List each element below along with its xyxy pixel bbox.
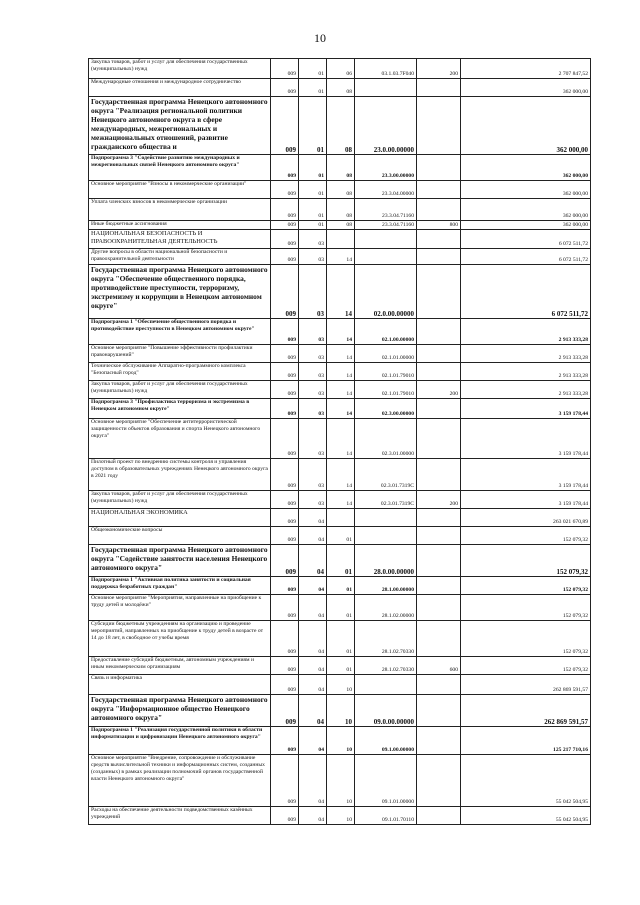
row-target-article: 23.3.04.71160 — [355, 199, 417, 221]
row-name: Связь и информатика — [89, 675, 271, 695]
row-target-article: 02.0.00.00000 — [355, 265, 417, 319]
row-amount: 3 159 178,44 — [461, 419, 591, 459]
budget-table — [88, 58, 591, 825]
row-amount: 6 072 511,72 — [461, 265, 591, 319]
row-amount: 6 072 511,72 — [461, 230, 591, 249]
row-amount: 3 159 178,44 — [461, 399, 591, 419]
table-row — [89, 399, 591, 419]
row-expense-type — [417, 755, 461, 807]
row-target-article: 23.0.00.00000 — [355, 97, 417, 155]
row-target-article: 02.3.01.7319C — [355, 491, 417, 509]
row-expense-type — [417, 230, 461, 249]
table-row — [89, 59, 591, 79]
row-subsection-code: 08 — [327, 155, 355, 181]
row-expense-type — [417, 727, 461, 755]
table-row — [89, 459, 591, 491]
row-amount: 125 217 710,16 — [461, 727, 591, 755]
row-expense-type — [417, 97, 461, 155]
row-section-code: 01 — [299, 181, 327, 199]
row-grbs-code: 009 — [271, 695, 299, 727]
row-subsection-code: 14 — [327, 399, 355, 419]
row-target-article: 23.3.00.00000 — [355, 155, 417, 181]
row-subsection-code: 01 — [327, 595, 355, 621]
table-row — [89, 657, 591, 675]
row-amount: 3 159 178,44 — [461, 491, 591, 509]
table-row — [89, 727, 591, 755]
row-subsection-code — [327, 509, 355, 527]
row-target-article: 28.1.02.70330 — [355, 621, 417, 657]
row-subsection-code: 14 — [327, 491, 355, 509]
row-target-article — [355, 527, 417, 545]
row-subsection-code: 14 — [327, 265, 355, 319]
row-name: Основное мероприятие "Внедрение, сопровождение и обслуживание средств вычислительной техники и информационных систем, созданных (созданных) в рамках реализации полномочий органов государственной власти Ненецкого автономного округа" — [89, 755, 271, 807]
row-name: Государственная программа Ненецкого автономного округа "Содействие занятости населения Ненецкого автономного округа" — [89, 545, 271, 577]
row-grbs-code: 009 — [271, 181, 299, 199]
row-section-code: 04 — [299, 727, 327, 755]
row-section-code: 03 — [299, 363, 327, 381]
table-row — [89, 363, 591, 381]
row-amount: 262 869 591,57 — [461, 695, 591, 727]
table-row — [89, 345, 591, 363]
row-amount: 152 079,32 — [461, 657, 591, 675]
row-target-article: 28.1.02.70330 — [355, 657, 417, 675]
row-grbs-code: 009 — [271, 97, 299, 155]
row-section-code: 01 — [299, 59, 327, 79]
row-section-code: 04 — [299, 527, 327, 545]
row-target-article: 28.1.00.00000 — [355, 577, 417, 595]
row-name: Техническое обслуживание Аппаратно-программного комплекса "Безопасный город" — [89, 363, 271, 381]
row-expense-type — [417, 199, 461, 221]
row-target-article: 02.1.00.00000 — [355, 319, 417, 345]
row-grbs-code: 009 — [271, 509, 299, 527]
row-target-article — [355, 79, 417, 97]
row-target-article: 09.1.01.70110 — [355, 807, 417, 825]
row-name: НАЦИОНАЛЬНАЯ ЭКОНОМИКА — [89, 509, 271, 527]
row-name: Государственная программа Ненецкого автономного округа "Информационное общество Ненецкого автономного округа" — [89, 695, 271, 727]
row-expense-type — [417, 249, 461, 265]
row-expense-type: 200 — [417, 381, 461, 399]
row-grbs-code: 009 — [271, 577, 299, 595]
row-section-code: 03 — [299, 491, 327, 509]
row-subsection-code: 10 — [327, 727, 355, 755]
row-grbs-code: 009 — [271, 807, 299, 825]
row-subsection-code: 14 — [327, 249, 355, 265]
row-section-code: 04 — [299, 807, 327, 825]
row-amount: 6 072 511,72 — [461, 249, 591, 265]
row-amount: 3 159 178,44 — [461, 459, 591, 491]
row-expense-type — [417, 363, 461, 381]
row-amount: 362 000,00 — [461, 199, 591, 221]
row-section-code: 03 — [299, 230, 327, 249]
row-grbs-code: 009 — [271, 79, 299, 97]
row-section-code: 03 — [299, 265, 327, 319]
row-subsection-code: 10 — [327, 695, 355, 727]
row-name: Основное мероприятие "Повышение эффективности профилактики правонарушений" — [89, 345, 271, 363]
row-section-code: 01 — [299, 97, 327, 155]
row-section-code: 03 — [299, 399, 327, 419]
table-row — [89, 319, 591, 345]
row-section-code: 04 — [299, 577, 327, 595]
row-grbs-code: 009 — [271, 155, 299, 181]
table-row — [89, 79, 591, 97]
row-target-article: 02.1.01.79010 — [355, 381, 417, 399]
row-expense-type — [417, 675, 461, 695]
table-row — [89, 491, 591, 509]
row-amount: 2 707 847,52 — [461, 59, 591, 79]
row-expense-type: 200 — [417, 491, 461, 509]
row-name: Государственная программа Ненецкого автономного округа "Реализация региональной политики Ненецкого автономного округа в сфере международных, межрегиональных и межнациональных отношений, развитие гражданского общества и — [89, 97, 271, 155]
row-grbs-code: 009 — [271, 199, 299, 221]
row-section-code: 01 — [299, 199, 327, 221]
table-row — [89, 155, 591, 181]
row-name: Иные бюджетные ассигнования — [89, 221, 271, 230]
row-amount: 263 021 670,89 — [461, 509, 591, 527]
row-section-code: 04 — [299, 509, 327, 527]
row-expense-type — [417, 459, 461, 491]
row-grbs-code: 009 — [271, 459, 299, 491]
row-subsection-code: 14 — [327, 381, 355, 399]
table-row — [89, 249, 591, 265]
row-expense-type — [417, 509, 461, 527]
row-grbs-code: 009 — [271, 419, 299, 459]
table-row — [89, 755, 591, 807]
row-subsection-code: 08 — [327, 97, 355, 155]
row-subsection-code: 06 — [327, 59, 355, 79]
row-expense-type — [417, 807, 461, 825]
row-section-code: 01 — [299, 221, 327, 230]
row-name: Международные отношения и международное сотрудничество — [89, 79, 271, 97]
row-name: Другие вопросы в области национальной безопасности и правоохранительной деятельности — [89, 249, 271, 265]
row-name: Пилотный проект по внедрению системы контроля и управления доступом в образовательных учреждениях Ненецкого автономного округа в 2021 году — [89, 459, 271, 491]
row-expense-type — [417, 345, 461, 363]
row-target-article: 09.0.00.00000 — [355, 695, 417, 727]
row-target-article — [355, 675, 417, 695]
row-target-article — [355, 230, 417, 249]
row-grbs-code: 009 — [271, 381, 299, 399]
row-amount: 152 079,32 — [461, 545, 591, 577]
row-name: Уплата членских взносов в некоммерческие организации — [89, 199, 271, 221]
table-row — [89, 527, 591, 545]
row-amount: 262 869 591,57 — [461, 675, 591, 695]
row-target-article: 09.1.00.00000 — [355, 727, 417, 755]
row-target-article: 02.3.00.00000 — [355, 399, 417, 419]
row-subsection-code: 10 — [327, 755, 355, 807]
row-subsection-code: 08 — [327, 181, 355, 199]
row-grbs-code: 009 — [271, 595, 299, 621]
table-row — [89, 807, 591, 825]
row-target-article: 02.1.01.00000 — [355, 345, 417, 363]
row-name: Основное мероприятие "Обеспечение антитеррористической защищенности объектов образования и спорта Ненецкого автономного округа" — [89, 419, 271, 459]
row-grbs-code: 009 — [271, 319, 299, 345]
row-amount: 2 913 333,28 — [461, 363, 591, 381]
row-target-article: 28.1.02.00000 — [355, 595, 417, 621]
row-name: Государственная программа Ненецкого автономного округа "Обеспечение общественного порядка, противодействие преступности, терроризму, экстремизму и коррупции в Ненецком автономном округе" — [89, 265, 271, 319]
row-subsection-code: 08 — [327, 221, 355, 230]
row-name: Расходы на обеспечение деятельности подведомственных казённых учреждений — [89, 807, 271, 825]
row-section-code: 03 — [299, 459, 327, 491]
row-amount: 152 079,32 — [461, 527, 591, 545]
row-section-code: 03 — [299, 345, 327, 363]
row-subsection-code: 10 — [327, 675, 355, 695]
table-row — [89, 419, 591, 459]
row-grbs-code: 009 — [271, 345, 299, 363]
row-grbs-code: 009 — [271, 491, 299, 509]
row-grbs-code: 009 — [271, 265, 299, 319]
row-target-article: 02.3.01.7319C — [355, 459, 417, 491]
row-expense-type — [417, 79, 461, 97]
row-expense-type — [417, 621, 461, 657]
row-name: НАЦИОНАЛЬНАЯ БЕЗОПАСНОСТЬ И ПРАВООХРАНИТЕЛЬНАЯ ДЕЯТЕЛЬНОСТЬ — [89, 230, 271, 249]
row-name: Основное мероприятие "Мероприятия, направленные на приобщение к труду детей и молодёжи" — [89, 595, 271, 621]
row-grbs-code: 009 — [271, 675, 299, 695]
row-amount: 55 042 504,95 — [461, 807, 591, 825]
row-name: Подпрограмма 1 "Реализация государственной политики в области информатизации и цифровизации Ненецкого автономного округа" — [89, 727, 271, 755]
row-grbs-code: 009 — [271, 755, 299, 807]
row-expense-type: 600 — [417, 657, 461, 675]
row-subsection-code: 01 — [327, 545, 355, 577]
row-amount: 362 000,00 — [461, 97, 591, 155]
table-row — [89, 97, 591, 155]
row-amount: 2 913 333,28 — [461, 319, 591, 345]
row-subsection-code: 14 — [327, 345, 355, 363]
table-row — [89, 545, 591, 577]
row-subsection-code: 14 — [327, 419, 355, 459]
row-section-code: 04 — [299, 545, 327, 577]
row-section-code: 03 — [299, 381, 327, 399]
row-expense-type — [417, 695, 461, 727]
row-name: Основное мероприятие "Взносы в некоммерческие организации" — [89, 181, 271, 199]
row-section-code: 03 — [299, 419, 327, 459]
row-subsection-code: 10 — [327, 807, 355, 825]
table-row — [89, 595, 591, 621]
row-target-article: 28.0.00.00000 — [355, 545, 417, 577]
row-section-code: 01 — [299, 79, 327, 97]
row-name: Подпрограмма 1 "Активная политика занятости и социальная поддержка безработных граждан" — [89, 577, 271, 595]
row-expense-type — [417, 399, 461, 419]
table-row — [89, 221, 591, 230]
row-name: Закупка товаров, работ и услуг для обеспечения государственных (муниципальных) нужд — [89, 59, 271, 79]
row-expense-type: 200 — [417, 59, 461, 79]
row-subsection-code — [327, 230, 355, 249]
row-expense-type — [417, 155, 461, 181]
row-grbs-code: 009 — [271, 221, 299, 230]
row-grbs-code: 009 — [271, 230, 299, 249]
table-row — [89, 577, 591, 595]
row-section-code: 04 — [299, 657, 327, 675]
row-grbs-code: 009 — [271, 399, 299, 419]
row-name: Предоставление субсидий бюджетным, автономным учреждениям и иным некоммерческим организациям — [89, 657, 271, 675]
row-expense-type — [417, 577, 461, 595]
row-subsection-code: 14 — [327, 319, 355, 345]
row-subsection-code: 08 — [327, 79, 355, 97]
row-name: Подпрограмма 3 "Содействие развитию международных и межрегиональных связей Ненецкого автономного округа" — [89, 155, 271, 181]
row-amount: 152 079,32 — [461, 595, 591, 621]
row-section-code: 04 — [299, 755, 327, 807]
row-subsection-code: 01 — [327, 621, 355, 657]
row-grbs-code: 009 — [271, 59, 299, 79]
row-subsection-code: 14 — [327, 363, 355, 381]
row-subsection-code: 14 — [327, 459, 355, 491]
row-name: Субсидии бюджетным учреждениям на организацию и проведение мероприятий, направленных на приобщение к труду детей в возрасте от 14 до 18 лет, в свободное от учебы время — [89, 621, 271, 657]
row-target-article — [355, 509, 417, 527]
row-amount: 362 000,00 — [461, 155, 591, 181]
row-subsection-code: 01 — [327, 577, 355, 595]
row-expense-type — [417, 595, 461, 621]
table-row — [89, 509, 591, 527]
table-row — [89, 265, 591, 319]
row-section-code: 04 — [299, 675, 327, 695]
row-name: Закупка товаров, работ и услуг для обеспечения государственных (муниципальных) нужд — [89, 381, 271, 399]
row-grbs-code: 009 — [271, 363, 299, 381]
table-row — [89, 621, 591, 657]
table-row — [89, 695, 591, 727]
row-grbs-code: 009 — [271, 657, 299, 675]
row-target-article — [355, 249, 417, 265]
row-expense-type — [417, 181, 461, 199]
row-expense-type: 800 — [417, 221, 461, 230]
row-expense-type — [417, 419, 461, 459]
row-target-article: 09.1.01.00000 — [355, 755, 417, 807]
row-amount: 362 000,00 — [461, 181, 591, 199]
row-subsection-code: 01 — [327, 527, 355, 545]
row-amount: 152 079,32 — [461, 577, 591, 595]
row-grbs-code: 009 — [271, 727, 299, 755]
row-target-article: 02.1.01.79010 — [355, 363, 417, 381]
row-section-code: 01 — [299, 155, 327, 181]
row-expense-type — [417, 319, 461, 345]
table-row — [89, 181, 591, 199]
table-row — [89, 199, 591, 221]
row-expense-type — [417, 545, 461, 577]
row-subsection-code: 01 — [327, 657, 355, 675]
row-amount: 152 079,32 — [461, 621, 591, 657]
table-row — [89, 381, 591, 399]
table-row — [89, 230, 591, 249]
row-expense-type — [417, 265, 461, 319]
row-target-article: 02.3.01.00000 — [355, 419, 417, 459]
row-target-article: 03.1.03.7F040 — [355, 59, 417, 79]
row-name: Общеэкономические вопросы — [89, 527, 271, 545]
row-section-code: 04 — [299, 621, 327, 657]
row-grbs-code: 009 — [271, 249, 299, 265]
row-amount: 55 042 504,95 — [461, 755, 591, 807]
row-grbs-code: 009 — [271, 545, 299, 577]
row-name: Закупка товаров, работ и услуг для обеспечения государственных (муниципальных) нужд — [89, 491, 271, 509]
row-amount: 362 000,00 — [461, 221, 591, 230]
row-grbs-code: 009 — [271, 527, 299, 545]
row-section-code: 03 — [299, 249, 327, 265]
row-name: Подпрограмма 3 "Профилактика терроризма и экстремизма в Ненецком автономном округе" — [89, 399, 271, 419]
row-target-article: 23.3.04.71160 — [355, 221, 417, 230]
table-row — [89, 675, 591, 695]
row-subsection-code: 08 — [327, 199, 355, 221]
row-section-code: 03 — [299, 319, 327, 345]
row-amount: 2 913 333,28 — [461, 345, 591, 363]
row-target-article: 23.3.04.00000 — [355, 181, 417, 199]
row-section-code: 04 — [299, 595, 327, 621]
row-expense-type — [417, 527, 461, 545]
row-amount: 362 000,00 — [461, 79, 591, 97]
page-number: 10 — [314, 31, 326, 45]
row-section-code: 04 — [299, 695, 327, 727]
row-amount: 2 913 333,28 — [461, 381, 591, 399]
row-name: Подпрограмма 1 "Обеспечение общественного порядка и противодействие преступности в Ненецком автономном округе" — [89, 319, 271, 345]
row-grbs-code: 009 — [271, 621, 299, 657]
